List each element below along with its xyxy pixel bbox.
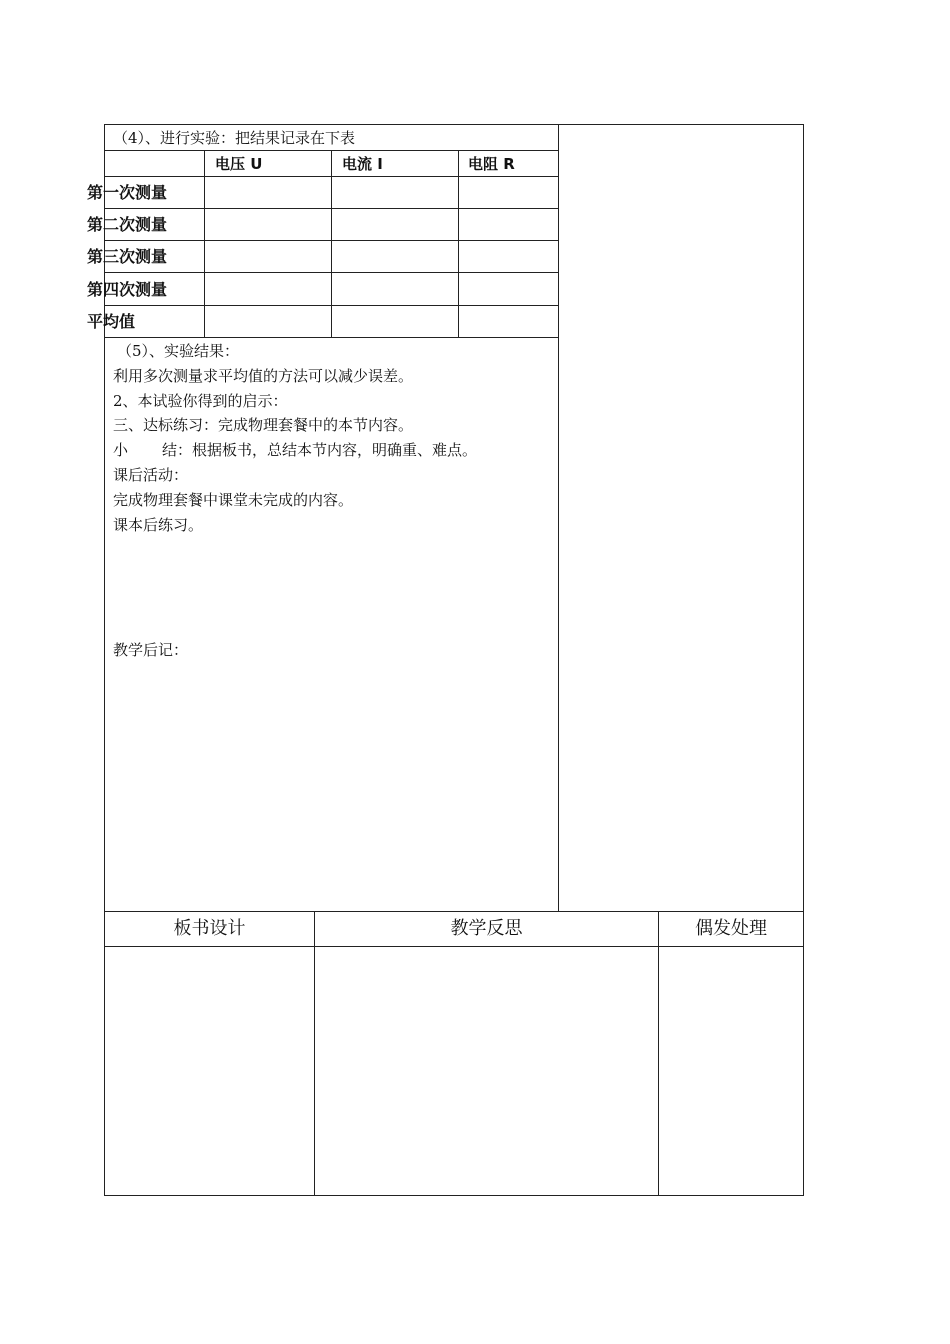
row-label-first: 第一次测量 (87, 183, 168, 202)
note-line-3: 三、达标练习：完成物理套餐中的本节内容。 (113, 416, 414, 434)
header-board-design: 板书设计 (173, 918, 246, 939)
summary-label: 小 (113, 441, 129, 459)
row-label-third: 第三次测量 (87, 247, 168, 266)
row-label-average: 平均值 (87, 312, 136, 331)
header-incident-handling: 偶发处理 (695, 918, 767, 939)
header-teaching-reflection: 教学反思 (450, 918, 523, 939)
row-label-fourth: 第四次测量 (87, 280, 168, 299)
column-header-current: 电流 I (342, 155, 383, 173)
row-label-second: 第二次测量 (87, 215, 168, 234)
step4-title: （4）、进行实验：把结果记录在下表 (113, 129, 356, 147)
column-header-voltage: 电压 U (215, 155, 263, 173)
after-class-heading: 课后活动： (113, 466, 189, 484)
step5-result: （5）、实验结果： (117, 342, 240, 360)
column-header-resistance: 电阻 R (468, 155, 515, 173)
note-line-1: 利用多次测量求平均值的方法可以减少误差。 (113, 367, 414, 385)
teaching-postscript: 教学后记： (113, 641, 189, 659)
note-line-2: 2、本试验你得到的启示： (113, 392, 288, 410)
note-line-5: 课本后练习。 (113, 516, 204, 534)
summary-text: 结：根据板书，总结本节内容，明确重、难点。 (162, 441, 478, 459)
note-line-4: 完成物理套餐中课堂未完成的内容。 (113, 491, 354, 509)
